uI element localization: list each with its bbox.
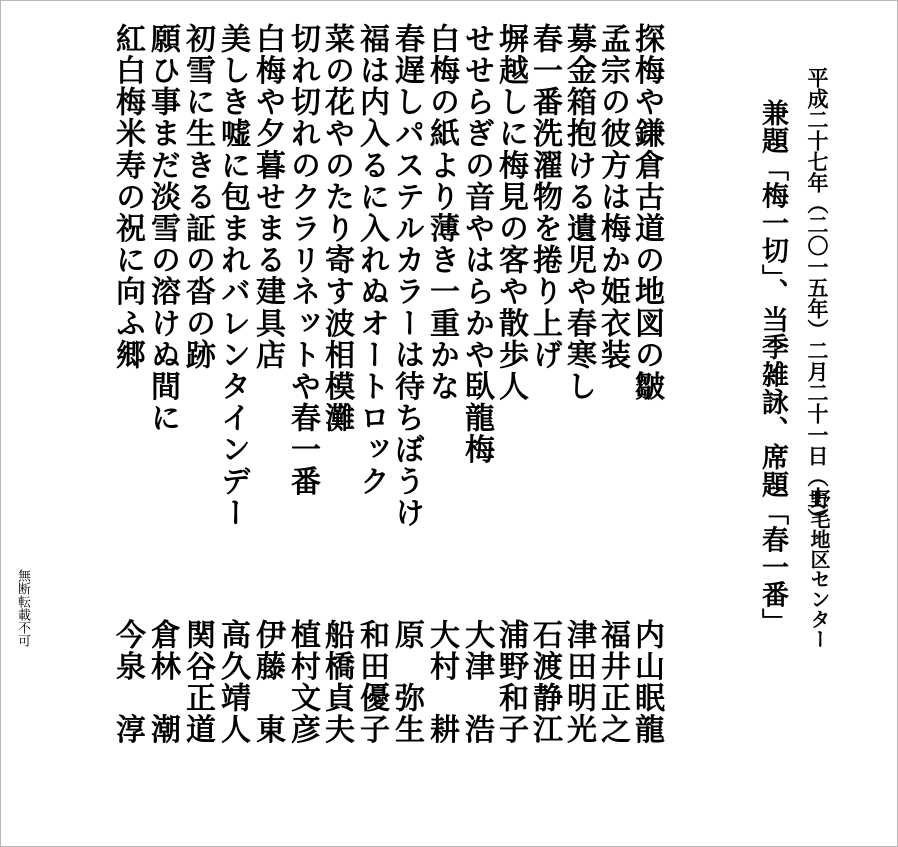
haiku-author: 高久靖人	[215, 619, 250, 745]
haiku-text: 春一番洗濯物を捲り上げ	[527, 23, 562, 371]
haiku-author: 関谷正道	[180, 619, 215, 745]
haiku-author: 倉林 潮	[145, 619, 180, 745]
haiku-author: 福井正之	[595, 619, 630, 745]
haiku-author: 今泉 淳	[110, 619, 145, 745]
haiku-text: 孟宗の彼方は梅か姫衣装	[595, 23, 630, 371]
reprint-prohibited-notice: 無断転載不可	[15, 569, 30, 647]
haiku-text: 白梅や夕暮せまる建具店	[250, 23, 285, 371]
haiku-text: 切れ切れのクラリネットや春一番	[285, 23, 320, 497]
haiku-author: 浦野和子	[493, 619, 528, 745]
haiku-author: 伊藤 東	[250, 619, 285, 745]
haiku-author: 大津 浩	[459, 619, 494, 745]
haiku-author: 船橋貞夫	[319, 619, 354, 745]
haiku-text: 募金箱抱ける遺児や春寒し	[561, 23, 596, 403]
meeting-date: 平成二十七年（二〇一五年）二月二十一日（土）	[805, 67, 830, 529]
haiku-author: 原 弥生	[389, 619, 424, 745]
haiku-text: 春遅しパステルカラーは待ちぼうけ	[389, 23, 424, 529]
haiku-text: 初雪に生きる証の沓の跡	[180, 23, 215, 371]
meeting-theme: 兼題「梅一切」、当季雑詠、席題「春一番」	[757, 99, 788, 636]
haiku-author: 和田優子	[354, 619, 389, 745]
haiku-text: 願ひ事まだ淡雪の溶けぬ間に	[145, 23, 180, 434]
haiku-author: 内山眠龍	[629, 619, 664, 745]
haiku-text: 紅白梅米寿の祝に向ふ郷	[110, 23, 145, 371]
haiku-text: せせらぎの音やはらかや臥龍梅	[459, 23, 494, 466]
haiku-author: 津田明光	[561, 619, 596, 745]
haiku-text: 塀越しに梅見の客や散歩人	[493, 23, 528, 403]
haiku-text: 菜の花やのたり寄す波相模灘	[319, 23, 354, 434]
meeting-venue: 野毛地区センター	[807, 489, 831, 649]
haiku-text: 白梅の紙より薄き一重かな	[424, 23, 459, 403]
haiku-text: 福は内入るに入れぬオートロック	[354, 23, 389, 497]
haiku-author: 石渡静江	[527, 619, 562, 745]
haiku-text: 探梅や鎌倉古道の地図の皺	[629, 23, 664, 403]
haiku-author: 植村文彦	[285, 619, 320, 745]
haiku-author: 大村 耕	[424, 619, 459, 745]
haiku-text: 美しき嘘に包まれバレンタインデー	[215, 23, 250, 529]
